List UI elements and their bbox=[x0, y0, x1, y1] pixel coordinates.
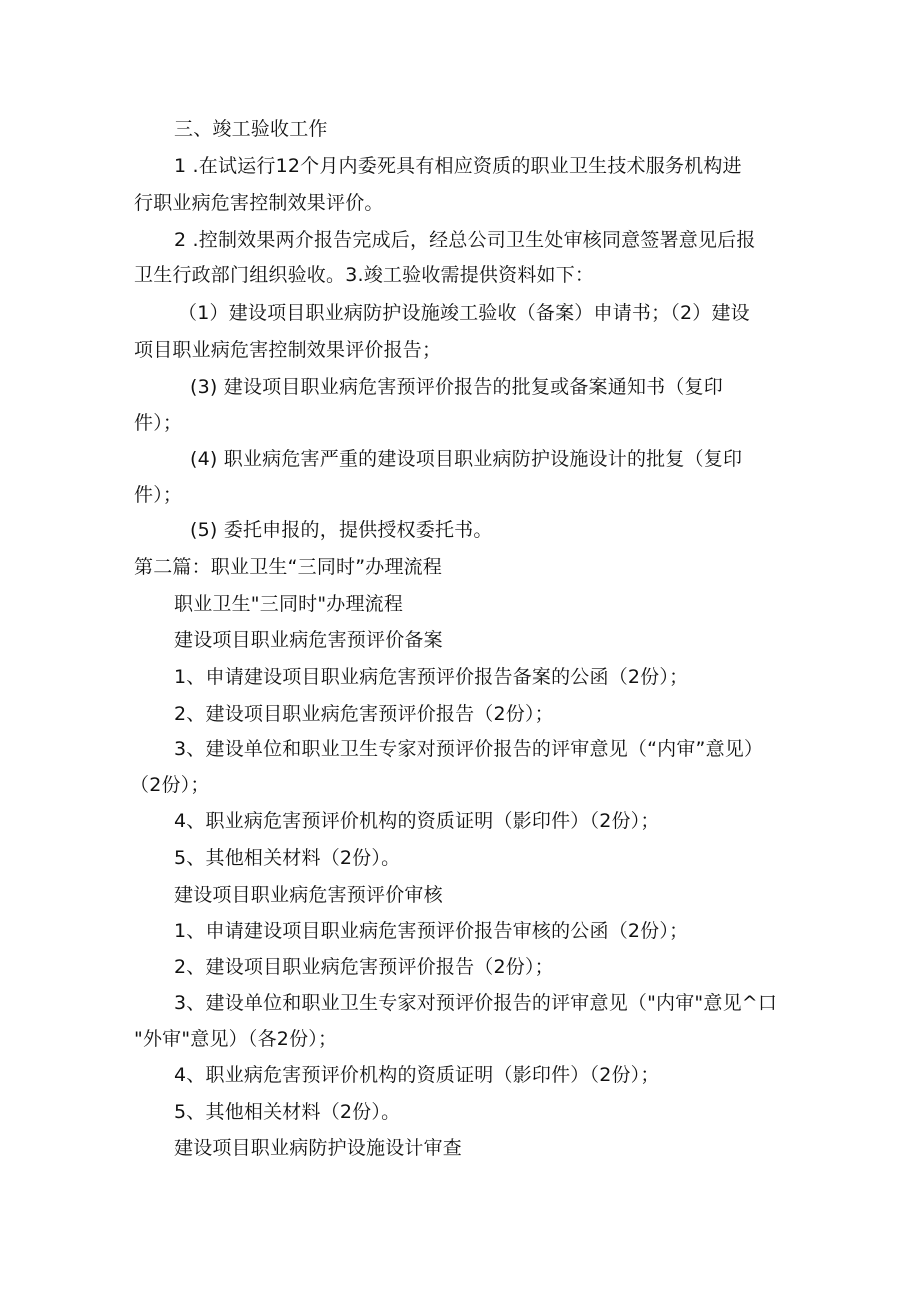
material-4-line2: 件）； bbox=[134, 484, 183, 506]
paragraph-item1-line1: 1 .在试运行12个月内委死具有相应资质的职业卫生技术服务机构进 bbox=[174, 155, 742, 177]
paragraph-item2-line2: 卫生行政部门组织验收。3.竣工验收需提供资料如下： bbox=[134, 264, 595, 286]
section-heading: 三、竣工验收工作 bbox=[174, 118, 328, 140]
block3-heading: 建设项目职业病防护设施设计审查 bbox=[174, 1137, 463, 1159]
material-5: (5) 委托申报的，提供授权委托书。 bbox=[190, 519, 493, 541]
material-3-line1: (3) 建设项目职业病危害预评价报告的批复或备案通知书（复印 bbox=[190, 376, 723, 398]
block2-item-4: 4、职业病危害预评价机构的资质证明（影印件）（2份）； bbox=[174, 1064, 660, 1086]
block2-item-2: 2、建设项目职业病危害预评价报告（2份）； bbox=[174, 956, 554, 978]
material-1-line1: （1）建设项目职业病防护设施竣工验收（备案）申请书；（2）建设 bbox=[178, 302, 750, 324]
block1-item-4: 4、职业病危害预评价机构的资质证明（影印件）（2份）； bbox=[174, 810, 660, 832]
block1-item-3-line1: 3、建设单位和职业卫生专家对预评价报告的评审意见（“内审”意见） bbox=[174, 738, 764, 760]
material-4-line1: (4) 职业病危害严重的建设项目职业病防护设施设计的批复（复印 bbox=[190, 448, 743, 470]
paragraph-item2-line1: 2 .控制效果两介报告完成后，经总公司卫生处审核同意签署意见后报 bbox=[174, 229, 756, 251]
block2-item-1: 1、申请建设项目职业病危害预评价报告审核的公函（2份）； bbox=[174, 920, 689, 942]
block2-item-5: 5、其他相关材料（2份）。 bbox=[174, 1101, 401, 1123]
material-3-line2: 件）； bbox=[134, 412, 183, 434]
part2-title: 第二篇：职业卫生“三同时”办理流程 bbox=[134, 556, 443, 578]
paragraph-item1-line2: 行职业病危害控制效果评价。 bbox=[134, 192, 384, 214]
block1-heading: 建设项目职业病危害预评价备案 bbox=[174, 629, 443, 651]
block2-heading: 建设项目职业病危害预评价审核 bbox=[174, 884, 443, 906]
part2-subtitle: 职业卫生"三同时"办理流程 bbox=[174, 593, 404, 615]
block1-item-3-line2: （2份）； bbox=[130, 774, 210, 796]
block1-item-2: 2、建设项目职业病危害预评价报告（2份）； bbox=[174, 703, 554, 725]
material-1-line2: 项目职业病危害控制效果评价报告； bbox=[134, 339, 442, 361]
block1-item-5: 5、其他相关材料（2份）。 bbox=[174, 847, 401, 869]
block1-item-1: 1、申请建设项目职业病危害预评价报告备案的公函（2份）； bbox=[174, 666, 689, 688]
block2-item-3-line2: "外审"意见）（各2份）； bbox=[134, 1028, 338, 1050]
block2-item-3-line1: 3、建设单位和职业卫生专家对预评价报告的评审意见（"内审"意见^口 bbox=[174, 992, 778, 1014]
